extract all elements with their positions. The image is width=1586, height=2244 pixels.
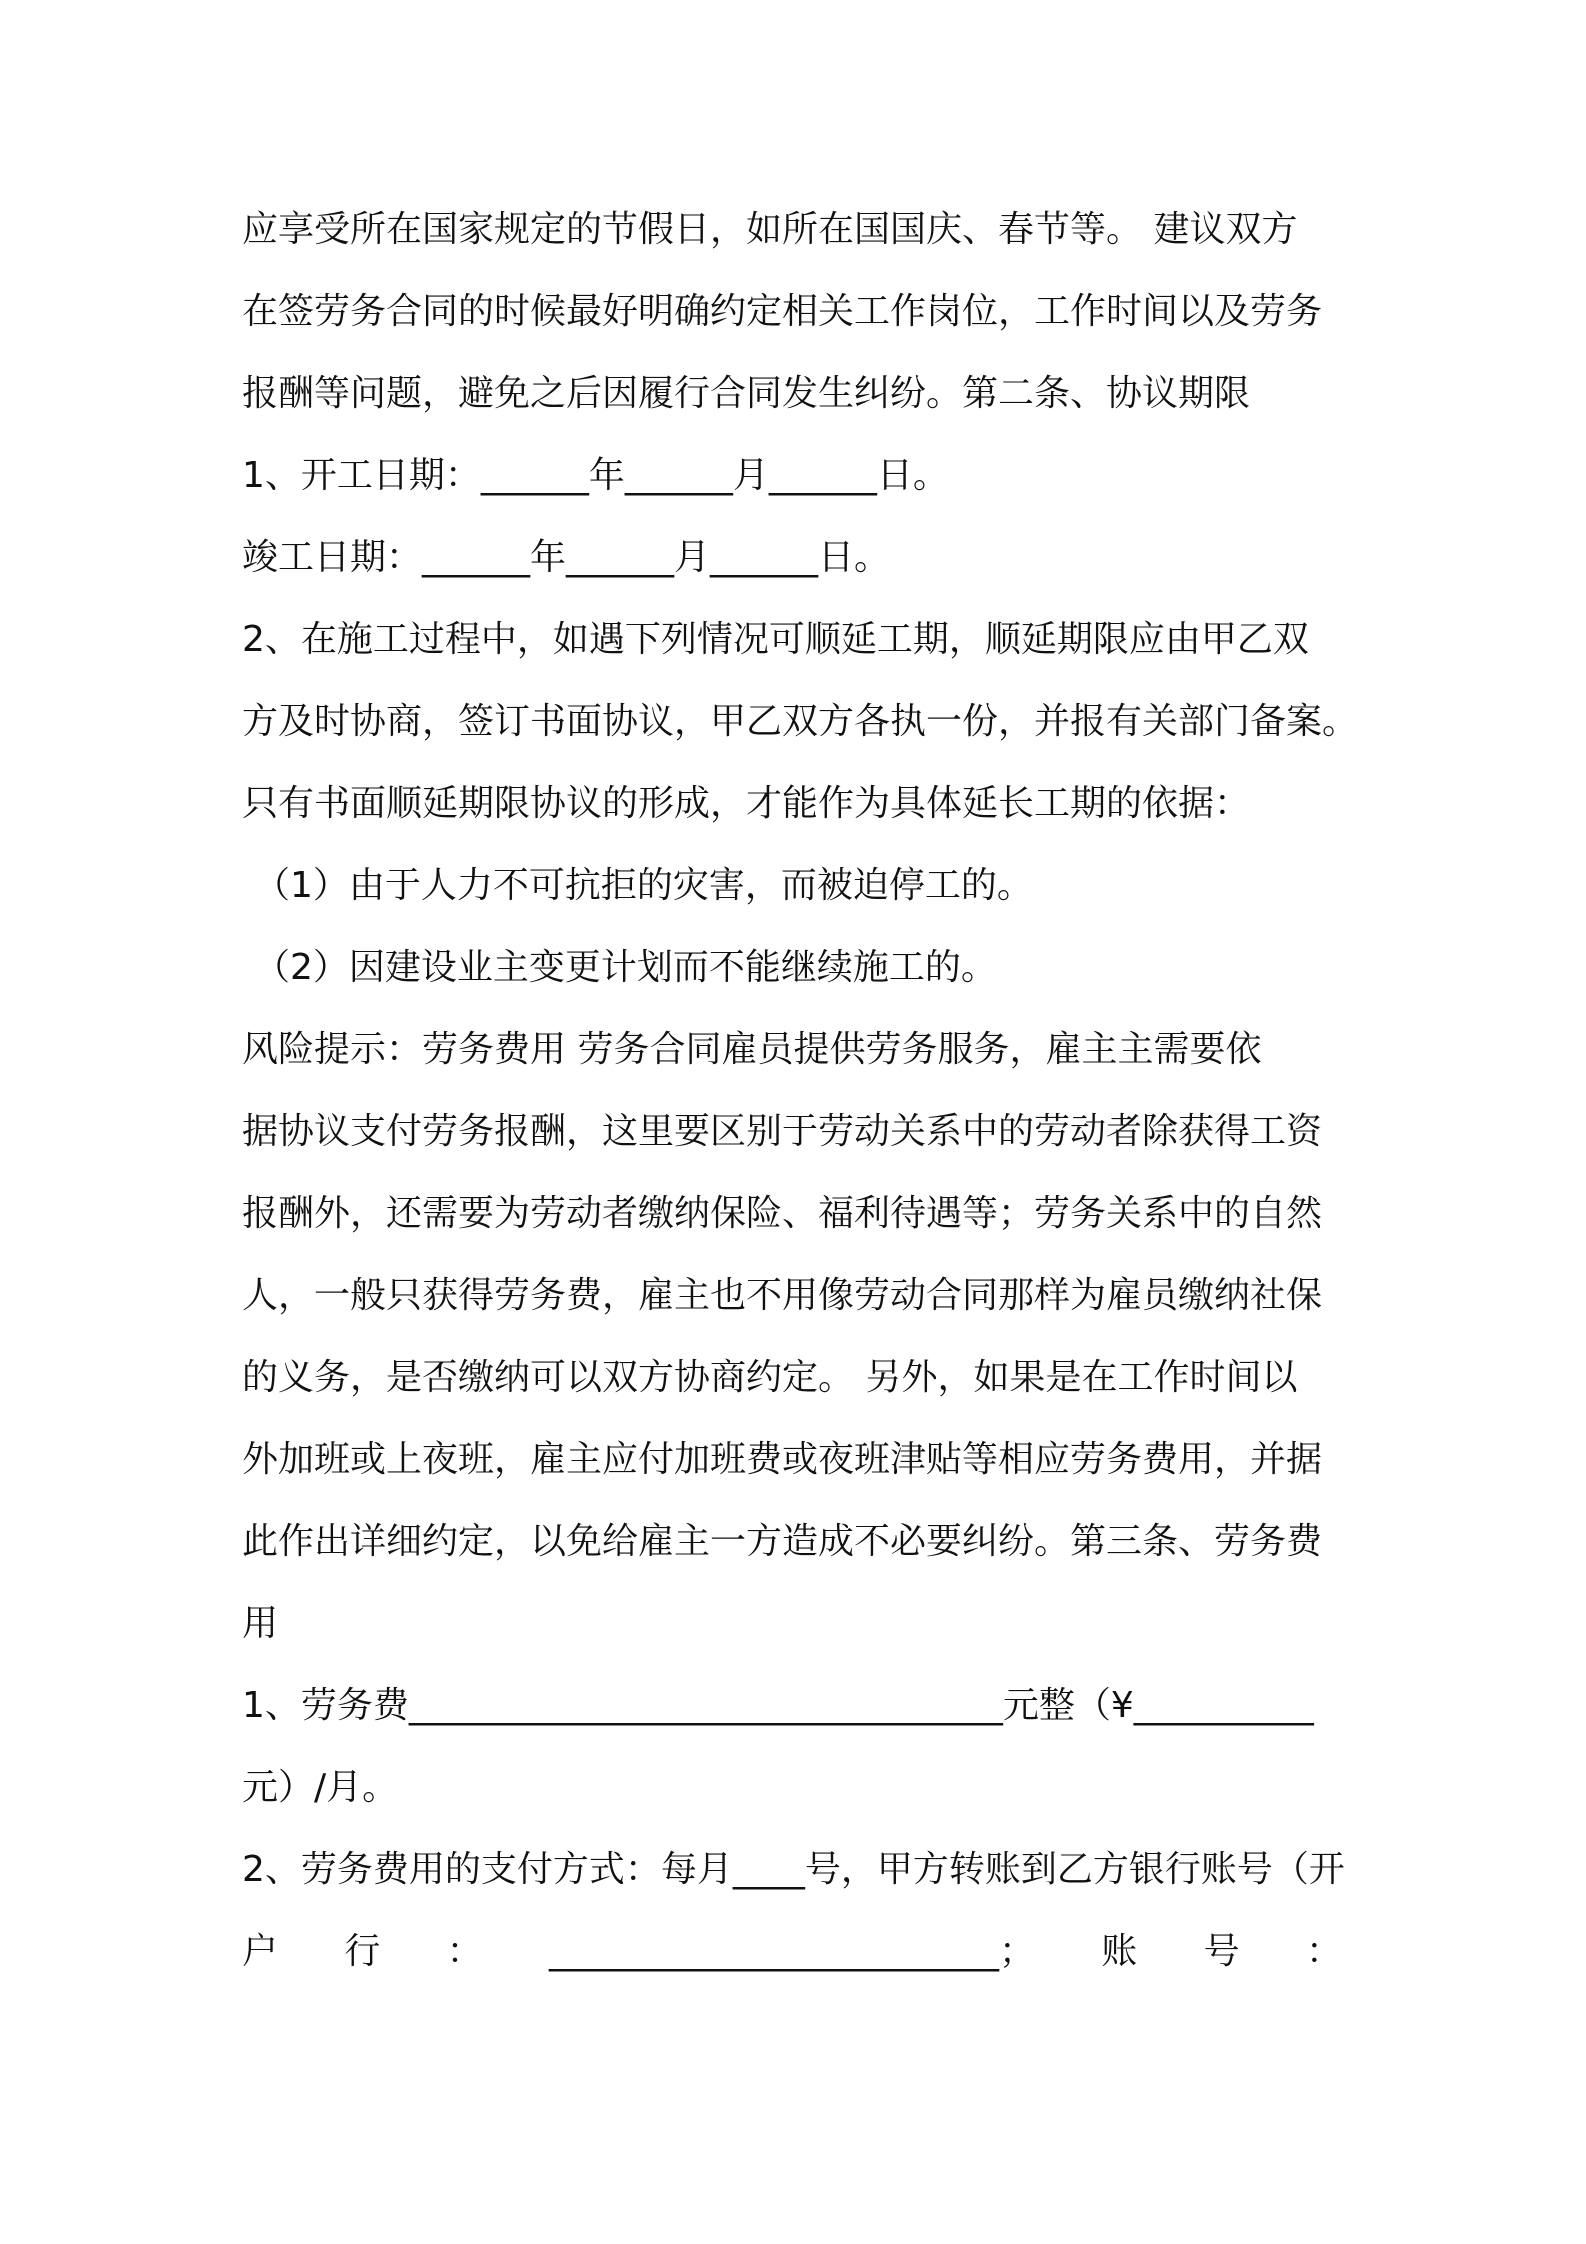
text-line: 的义务，是否缴纳可以双方协商约定。 另外，如果是在工作时间以 (242, 1357, 1298, 1398)
text-line: 2、在施工过程中，如遇下列情况可顺延工期，顺延期限应由甲乙双 (242, 619, 1309, 660)
text-line: 外加班或上夜班，雇主应付加班费或夜班津贴等相应劳务费用，并据 (242, 1439, 1323, 1480)
list-item: （1）由于人力不可抗拒的灾害，而被迫停工的。 (254, 865, 1033, 906)
text-line: 元）/月。 (242, 1767, 399, 1808)
text-line: 2、劳务费用的支付方式：每月____号，甲方转账到乙方银行账号（开 (242, 1849, 1345, 1890)
text-line: 应享受所在国家规定的节假日，如所在国国庆、春节等。 建议双方 (242, 209, 1298, 250)
text-fragment: ： (1305, 1931, 1342, 1972)
text-line: 人，一般只获得劳务费，雇主也不用像劳动合同那样为雇员缴纳社保 (242, 1275, 1323, 1316)
text-fragment: 号 (1203, 1931, 1240, 1972)
list-item: （2）因建设业主变更计划而不能继续施工的。 (254, 947, 997, 988)
text-fragment: _________________________； (548, 1931, 1035, 1972)
text-line: 只有书面顺延期限协议的形成，才能作为具体延长工期的依据： (242, 783, 1251, 824)
text-line: 竣工日期：______年______月______日。 (242, 537, 891, 578)
text-line: 据协议支付劳务报酬，这里要区别于劳动关系中的劳动者除获得工资 (242, 1111, 1323, 1152)
text-line: 在签劳务合同的时候最好明确约定相关工作岗位，工作时间以及劳务 (242, 291, 1323, 332)
text-line: 1、开工日期：______年______月______日。 (242, 455, 949, 496)
text-line: 报酬外，还需要为劳动者缴纳保险、福利待遇等；劳务关系中的自然 (242, 1193, 1323, 1234)
text-line: 报酬等问题，避免之后因履行合同发生纠纷。第二条、协议期限 (242, 373, 1251, 414)
text-fragment: ： (446, 1931, 483, 1972)
text-line: 用 (242, 1603, 279, 1644)
text-fragment: 行 (344, 1931, 381, 1972)
text-fragment: 户 (242, 1931, 279, 1972)
bank-account-line (242, 1928, 1342, 1976)
text-line: 方及时协商，签订书面协议，甲乙双方各执一份，并报有关部门备案。 (242, 701, 1359, 742)
text-line: 1、劳务费_________________________________元整（¥__________ (242, 1685, 1314, 1726)
text-line: 风险提示：劳务费用 劳务合同雇员提供劳务服务，雇主主需要依 (242, 1029, 1262, 1070)
text-fragment: 账 (1101, 1931, 1138, 1972)
text-line: 此作出详细约定，以免给雇主一方造成不必要纠纷。第三条、劳务费 (242, 1521, 1323, 1562)
